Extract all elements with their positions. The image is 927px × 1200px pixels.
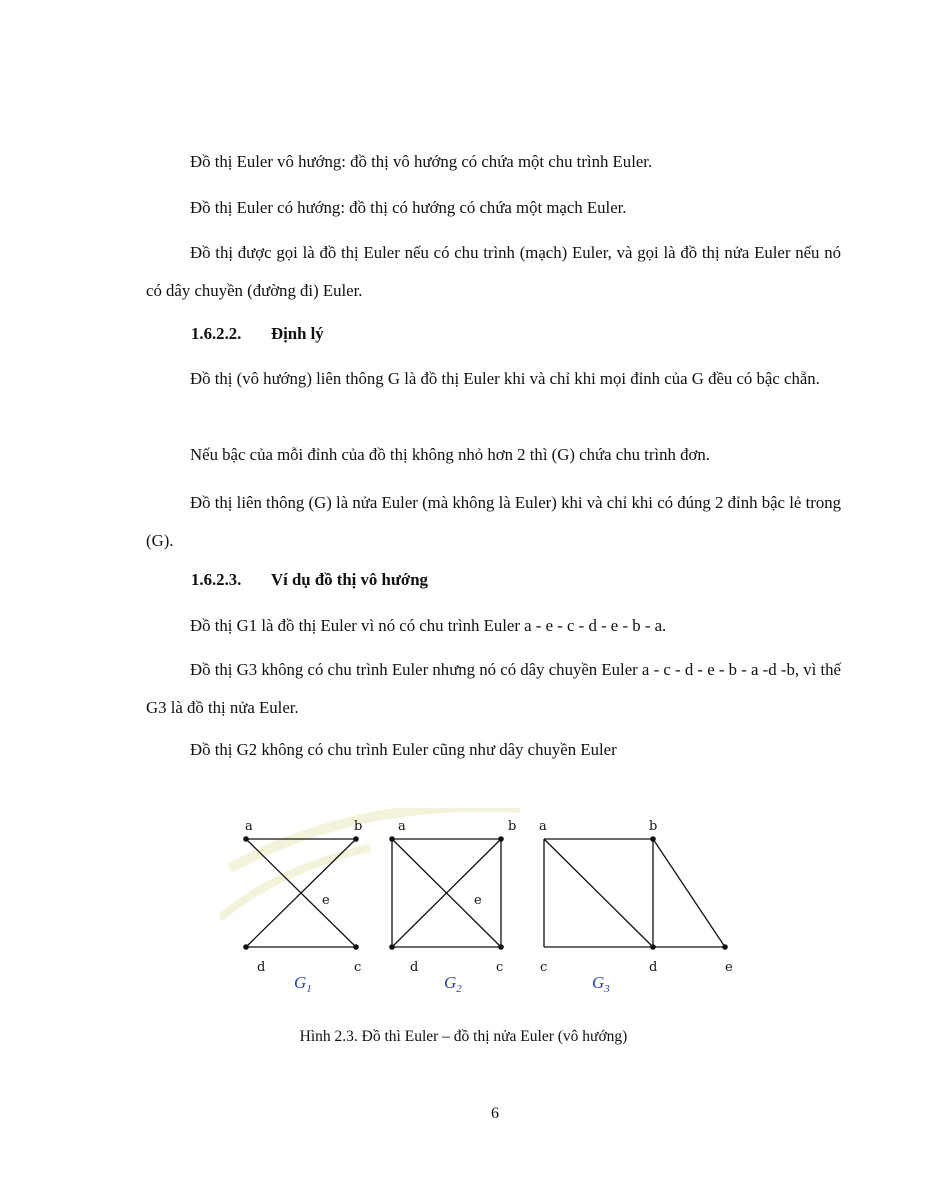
paragraph-euler-definition: Đồ thị được gọi là đồ thị Euler nếu có chu trình (mạch) Euler, và gọi là đồ thị nửa Euler nếu nó có dây chuyền (đường đi) Euler. bbox=[146, 243, 841, 300]
g3-label-c: c bbox=[540, 960, 548, 975]
euler-graphs-figure bbox=[220, 808, 760, 1008]
g3-label-e: e bbox=[725, 960, 733, 975]
paragraph-example-g1: Đồ thị G1 là đồ thị Euler vì nó có chu trình Euler a - e - c - d - e - b - a. bbox=[190, 616, 667, 635]
g2-label-b: b bbox=[508, 819, 517, 834]
g3-label-b: b bbox=[649, 819, 658, 834]
g1-vertex-c bbox=[353, 944, 359, 950]
g3-graph-label: $G_3$ bbox=[592, 973, 610, 995]
figure-caption: Hình 2.3. Đồ thì Euler – đồ thị nửa Euler (vô hướng) bbox=[299, 1028, 628, 1045]
g3-edge-b-e bbox=[653, 839, 725, 947]
g2-graph-label: $G_2$ bbox=[444, 973, 462, 995]
g1-label-c: c bbox=[354, 960, 362, 975]
heading-example bbox=[191, 568, 428, 592]
paragraph-theorem-1: Đồ thị (vô hướng) liên thông G là đồ thị Euler khi và chỉ khi mọi đỉnh của G đều có bậc chẵn. bbox=[190, 369, 820, 388]
g3-vertex-d bbox=[650, 944, 656, 950]
g1-vertex-a bbox=[243, 836, 249, 842]
heading-theorem bbox=[191, 322, 324, 346]
g1-label-b: b bbox=[354, 819, 363, 834]
g1-vertex-b bbox=[353, 836, 359, 842]
g1-label-a: a bbox=[245, 819, 253, 834]
g1-label-d: d bbox=[257, 960, 266, 975]
g3-label-a: a bbox=[539, 819, 547, 834]
heading-theorem-title: Định lý bbox=[271, 324, 324, 343]
heading-theorem-number: 1.6.2.2. bbox=[191, 324, 242, 343]
page-number: 6 bbox=[491, 1105, 499, 1122]
g1-label-e: e bbox=[322, 893, 330, 908]
g2-vertex-b bbox=[498, 836, 504, 842]
g3-label-d: d bbox=[649, 960, 658, 975]
graph-g3 bbox=[544, 839, 725, 947]
g1-graph-label: $G_1$ bbox=[294, 973, 312, 995]
g2-label-a: a bbox=[398, 819, 406, 834]
watermark-swoosh bbox=[230, 808, 520, 868]
g2-label-e: e bbox=[474, 893, 482, 908]
g3-vertex-b bbox=[650, 836, 656, 842]
g1-vertex-d bbox=[243, 944, 249, 950]
g2-vertex-a bbox=[389, 836, 395, 842]
paragraph-theorem-3: Đồ thị liên thông (G) là nửa Euler (mà không là Euler) khi và chỉ khi có đúng 2 đỉnh bậc lẻ trong (G). bbox=[146, 493, 841, 550]
g3-edge-a-d bbox=[544, 839, 653, 947]
euler-graphs-svg bbox=[220, 808, 760, 1008]
g2-label-d: d bbox=[410, 960, 419, 975]
g2-vertex-c bbox=[498, 944, 504, 950]
g2-vertex-d bbox=[389, 944, 395, 950]
g2-label-c: c bbox=[496, 960, 504, 975]
g3-vertex-e bbox=[722, 944, 728, 950]
paragraph-euler-undirected: Đồ thị Euler vô hướng: đồ thị vô hướng có chứa một chu trình Euler. bbox=[190, 152, 653, 171]
paragraph-euler-directed: Đồ thị Euler có hướng: đồ thị có hướng có chứa một mạch Euler. bbox=[190, 198, 627, 217]
paragraph-example-g3: Đồ thị G3 không có chu trình Euler nhưng nó có dây chuyền Euler a - c - d - e - b - a -d -b, vì thế G3 là đồ thị nửa Euler. bbox=[146, 660, 841, 717]
paragraph-theorem-2: Nếu bậc của mỗi đỉnh của đồ thị không nhỏ hơn 2 thì (G) chứa chu trình đơn. bbox=[190, 445, 710, 464]
paragraph-example-g2: Đồ thị G2 không có chu trình Euler cũng như dây chuyền Euler bbox=[190, 740, 617, 759]
heading-example-title: Ví dụ đồ thị vô hướng bbox=[271, 570, 428, 589]
graph-g2 bbox=[392, 839, 501, 947]
heading-example-number: 1.6.2.3. bbox=[191, 570, 242, 589]
